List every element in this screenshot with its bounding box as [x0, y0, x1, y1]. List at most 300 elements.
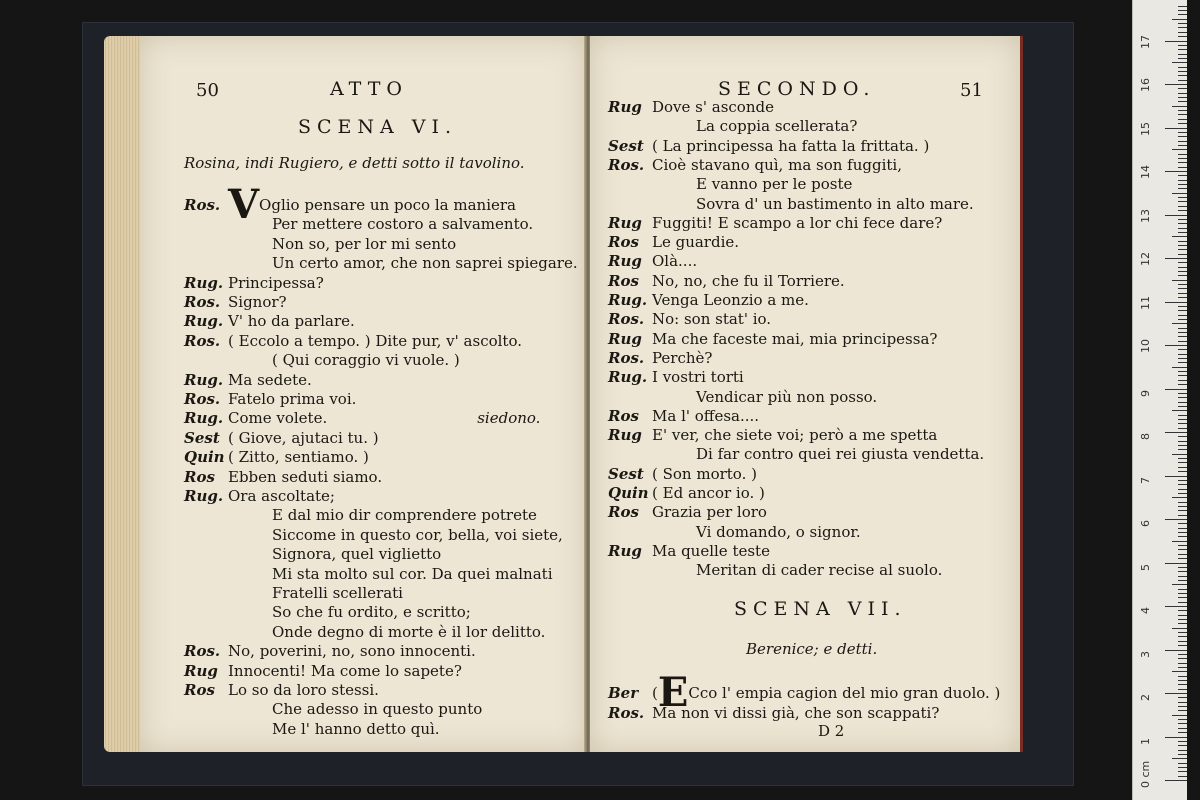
verse-text: Perchè?	[652, 348, 713, 367]
speaker-label: Ros.	[184, 331, 221, 350]
speaker-label: Quin	[608, 484, 649, 502]
scene-intro: Rosina, indi Rugiero, e detti sotto il tavolino.	[184, 154, 525, 172]
ruler-tick	[1178, 689, 1187, 690]
ruler-tick	[1178, 358, 1187, 359]
verse-text: Vi domando, o signor.	[696, 522, 861, 541]
ruler-tick	[1178, 254, 1187, 255]
ruler-tick	[1178, 310, 1187, 311]
ruler-label: 1	[1139, 737, 1152, 745]
ruler-tick	[1178, 332, 1187, 333]
verse-text: Meritan di cader recise al suolo.	[696, 561, 943, 580]
speaker-label: Ros.	[608, 155, 645, 174]
ruler-tick	[1165, 171, 1187, 172]
verse-line	[184, 409, 540, 427]
ruler-tick	[1178, 763, 1187, 764]
verse-text: No, no, che fu il Torriere.	[652, 271, 845, 290]
ruler-tick	[1178, 197, 1187, 198]
ruler-tick	[1178, 27, 1187, 28]
ruler-tick	[1178, 684, 1187, 685]
verse-line	[184, 254, 578, 272]
ruler-tick	[1165, 780, 1187, 781]
open-book	[100, 28, 1030, 760]
verse-line	[608, 272, 845, 290]
ruler-tick	[1165, 693, 1187, 694]
ruler-tick	[1178, 245, 1187, 246]
verse-line	[184, 506, 537, 524]
ruler-tick	[1178, 467, 1187, 468]
ruler-tick	[1172, 19, 1187, 20]
ruler-tick	[1178, 162, 1187, 163]
ruler-tick	[1178, 93, 1187, 94]
ruler-label: 8	[1139, 433, 1152, 440]
verse-text: Fuggiti! E scampo a lor chi fece dare?	[652, 213, 943, 232]
verse-line	[184, 584, 403, 602]
ruler-tick	[1165, 606, 1187, 607]
ruler-label: 13	[1139, 208, 1152, 223]
speaker-label: Rug	[608, 329, 642, 348]
ruler-tick	[1172, 584, 1187, 585]
ruler-tick	[1178, 697, 1187, 698]
verse-line	[184, 681, 379, 699]
ruler-tick	[1178, 589, 1187, 590]
ruler-tick	[1178, 201, 1187, 202]
speaker-label: Rug	[608, 98, 642, 116]
verse-line	[184, 235, 456, 253]
verse-line	[608, 407, 759, 425]
speaker-label: Ros.	[608, 310, 645, 329]
speaker-label: Rug.	[184, 409, 224, 428]
verse-text: Ma non vi dissi già, che son scappati?	[652, 704, 940, 722]
verse-text: Vendicar più non posso.	[696, 387, 878, 406]
left-page	[140, 36, 586, 752]
ruler-tick	[1178, 88, 1187, 89]
ruler-tick	[1178, 71, 1187, 72]
verse-text: Cioè stavano quì, ma son fuggiti,	[652, 155, 902, 174]
verse-line	[608, 561, 942, 579]
ruler-tick	[1178, 271, 1187, 272]
verse-text: Un certo amor, che non saprei spiegare.	[272, 254, 578, 273]
ruler-tick	[1178, 523, 1187, 524]
ruler-label: 4	[1139, 607, 1152, 614]
ruler-tick	[1178, 184, 1187, 185]
verse-text: La coppia scellerata?	[696, 117, 858, 136]
ruler-tick	[1178, 36, 1187, 37]
ruler-label: 5	[1139, 563, 1152, 571]
verse-line	[608, 214, 942, 232]
ruler-tick	[1178, 371, 1187, 372]
verse-text: Le guardie.	[652, 233, 740, 252]
ruler-label: 3	[1139, 650, 1152, 658]
ruler-tick	[1178, 288, 1187, 289]
ruler-label: 15	[1139, 121, 1152, 136]
ruler-tick	[1178, 10, 1187, 11]
ruler-tick	[1178, 610, 1187, 611]
ruler-tick	[1178, 423, 1187, 424]
verse-text: Sovra d' un bastimento in alto mare.	[696, 194, 974, 213]
speaker-label: Sest	[184, 428, 220, 447]
ruler-tick	[1172, 410, 1187, 411]
verse-text: Non so, per lor mi sento	[272, 234, 457, 253]
running-head: SECONDO.	[718, 78, 876, 100]
ruler-tick	[1178, 619, 1187, 620]
verse-text: ( La principessa ha fatta la frittata. )	[652, 136, 930, 155]
ruler-tick	[1178, 445, 1187, 446]
verse-text: Ma quelle teste	[652, 541, 770, 560]
speaker-label: Sest	[608, 464, 644, 483]
ruler-tick	[1165, 737, 1187, 738]
verse-line	[184, 429, 379, 447]
ruler-tick	[1178, 597, 1187, 598]
ruler-tick	[1178, 632, 1187, 633]
ruler-tick	[1178, 723, 1187, 724]
ruler-label: 7	[1139, 476, 1152, 484]
verse-text: Signora, quel viglietto	[272, 545, 442, 564]
ruler-tick	[1165, 345, 1187, 346]
verse-text: Signor?	[228, 293, 287, 311]
stage-direction: siedono.	[477, 409, 541, 428]
verse-line	[608, 465, 757, 483]
page-edges	[104, 36, 144, 752]
verse-text: Ma che faceste mai, mia principessa?	[652, 329, 938, 348]
ruler-tick	[1178, 484, 1187, 485]
ruler-tick	[1172, 62, 1187, 63]
drop-cap: E	[657, 669, 689, 716]
verse-text: Oglio pensare un poco la maniera	[259, 196, 516, 214]
ruler-tick	[1178, 384, 1187, 385]
speaker-label: Rug.	[184, 370, 224, 389]
speaker-label: Rug.	[184, 487, 224, 505]
ruler-tick	[1178, 554, 1187, 555]
verse-text: ( Zitto, sentiamo. )	[228, 448, 369, 467]
ruler-tick	[1178, 315, 1187, 316]
verse-line	[184, 274, 324, 292]
verse-text: Fatelo prima voi.	[228, 390, 357, 408]
ruler-tick	[1178, 658, 1187, 659]
ruler-tick	[1178, 676, 1187, 677]
ruler-tick	[1178, 528, 1187, 529]
verse-line	[184, 623, 545, 641]
verse-line	[608, 426, 937, 444]
verse-text: Per mettere costoro a salvamento.	[272, 215, 534, 234]
verse-line	[184, 642, 476, 660]
verse-text: E dal mio dir comprendere potrete	[272, 506, 537, 525]
ruler-tick	[1178, 180, 1187, 181]
ruler-tick	[1178, 419, 1187, 420]
drop-cap: V	[228, 181, 260, 228]
ruler-tick	[1178, 545, 1187, 546]
verse-text: Lo so da loro stessi.	[228, 681, 379, 699]
verse-line	[608, 445, 984, 463]
speaker-label: Quin	[184, 448, 225, 467]
ruler-tick	[1178, 123, 1187, 124]
speaker-label: Ros.	[184, 293, 221, 311]
ruler-tick	[1178, 580, 1187, 581]
ruler-label: 2	[1139, 694, 1152, 701]
ruler-tick	[1178, 732, 1187, 733]
verse-text: ( Eccolo a tempo. ) Dite pur, v' ascolto.	[228, 331, 522, 350]
ruler-tick	[1178, 706, 1187, 707]
ruler-tick	[1178, 375, 1187, 376]
verse-line	[184, 468, 382, 486]
ruler-tick	[1165, 389, 1187, 390]
speaker-label: Ros.	[608, 704, 645, 722]
ruler-tick	[1178, 771, 1187, 772]
ruler-tick	[1165, 563, 1187, 564]
verse-line	[184, 293, 287, 311]
verse-text: Ora ascoltate;	[228, 487, 335, 505]
verse-line	[184, 700, 482, 718]
ruler-tick	[1165, 258, 1187, 259]
verse-line	[608, 484, 765, 502]
ruler-label: 14	[1139, 165, 1152, 179]
verse-text: Ma l' offesa....	[652, 406, 760, 425]
ruler-tick	[1178, 615, 1187, 616]
verse-line	[184, 215, 533, 233]
verse-line	[184, 448, 369, 466]
ruler-tick	[1178, 362, 1187, 363]
paren-prefix: (	[652, 684, 658, 702]
ruler-tick	[1172, 628, 1187, 629]
ruler-tick	[1172, 280, 1187, 281]
verse-text: Venga Leonzio a me.	[652, 291, 809, 309]
ruler-tick	[1178, 58, 1187, 59]
verse-line	[608, 233, 739, 251]
ruler-label: 17	[1139, 34, 1152, 49]
ruler-tick	[1178, 67, 1187, 68]
ruler-tick	[1178, 114, 1187, 115]
speaker-label: Ros.	[184, 642, 221, 661]
ruler-tick	[1165, 84, 1187, 85]
speaker-label: Ros	[608, 233, 639, 252]
ruler-tick	[1178, 6, 1187, 7]
signature-mark: D 2	[818, 722, 845, 740]
ruler-label: 0 cm	[1139, 760, 1152, 788]
ruler-tick	[1178, 549, 1187, 550]
ruler-tick	[1178, 645, 1187, 646]
verse-line	[608, 137, 929, 155]
ruler-tick	[1165, 215, 1187, 216]
ruler-tick	[1178, 167, 1187, 168]
ruler-tick	[1178, 45, 1187, 46]
verse-line	[184, 603, 471, 621]
ruler-tick	[1178, 641, 1187, 642]
verse-text: Me l' hanno detto quì.	[272, 719, 440, 738]
verse-text: E vanno per le poste	[696, 175, 853, 194]
ruler-tick	[1165, 302, 1187, 303]
running-head: ATTO	[330, 78, 408, 100]
verse-text: No, poverini, no, sono innocenti.	[228, 642, 476, 661]
ruler-tick	[1178, 767, 1187, 768]
ruler-tick	[1178, 510, 1187, 511]
ruler-tick	[1178, 406, 1187, 407]
ruler-tick	[1178, 319, 1187, 320]
ruler-tick	[1178, 710, 1187, 711]
ruler-tick	[1165, 519, 1187, 520]
ruler-tick	[1178, 654, 1187, 655]
verse-line	[184, 526, 563, 544]
speaker-label: Ros	[608, 503, 639, 522]
verse-line	[608, 368, 744, 386]
ruler-label: 6	[1139, 520, 1152, 527]
speaker-label: Rug	[608, 541, 642, 560]
verse-text: Siccome in questo cor, bella, voi siete,	[272, 525, 563, 544]
ruler-tick	[1178, 502, 1187, 503]
ruler-tick	[1178, 719, 1187, 720]
speaker-label: Ros.	[184, 390, 221, 408]
verse-line	[184, 565, 553, 583]
ruler-tick	[1178, 328, 1187, 329]
verse-line	[184, 351, 460, 369]
verse-line	[184, 312, 355, 330]
ruler-tick	[1178, 380, 1187, 381]
ruler-tick	[1178, 249, 1187, 250]
verse-line	[184, 720, 440, 738]
right-page	[590, 36, 1023, 752]
ruler-tick	[1178, 449, 1187, 450]
ruler-tick	[1178, 141, 1187, 142]
ruler-tick	[1178, 306, 1187, 307]
ruler-tick	[1178, 336, 1187, 337]
ruler-tick	[1178, 558, 1187, 559]
ruler-tick	[1172, 454, 1187, 455]
ruler-label: 11	[1139, 295, 1152, 310]
speaker-label: Rug	[608, 213, 642, 232]
speaker-label: Ber	[608, 684, 639, 702]
speaker-label: Ros	[608, 406, 639, 425]
measurement-ruler	[1132, 0, 1187, 800]
ruler-tick	[1172, 367, 1187, 368]
verse-line	[608, 117, 857, 135]
verse-line	[608, 704, 939, 722]
ruler-tick	[1178, 776, 1187, 777]
ruler-tick	[1178, 636, 1187, 637]
ruler-tick	[1178, 471, 1187, 472]
ruler-tick	[1178, 293, 1187, 294]
verse-line	[184, 662, 462, 680]
verse-line	[608, 175, 852, 193]
ruler-tick	[1178, 284, 1187, 285]
verse-line	[608, 156, 902, 174]
ruler-tick	[1178, 175, 1187, 176]
verse-line	[184, 390, 356, 408]
ruler-tick	[1178, 80, 1187, 81]
ruler-tick	[1178, 667, 1187, 668]
ruler-tick	[1178, 602, 1187, 603]
ruler-tick	[1178, 436, 1187, 437]
verse-text: Cco l' empia cagion del mio gran duolo. )	[688, 684, 1001, 702]
speaker-label: Ros.	[608, 348, 645, 367]
ruler-tick	[1178, 219, 1187, 220]
ruler-tick	[1178, 97, 1187, 98]
speaker-label: Rug.	[184, 312, 224, 331]
ruler-tick	[1178, 232, 1187, 233]
verse-text: Olà....	[652, 252, 698, 271]
verse-line	[184, 332, 522, 350]
verse-text: Fratelli scellerati	[272, 584, 403, 602]
ruler-tick	[1178, 532, 1187, 533]
ruler-tick	[1178, 297, 1187, 298]
verse-text: Di far contro quei rei giusta vendetta.	[696, 445, 985, 464]
ruler-tick	[1165, 650, 1187, 651]
verse-text: Innocenti! Ma come lo sapete?	[228, 661, 462, 680]
ruler-tick	[1172, 106, 1187, 107]
verse-text: Ma sedete.	[228, 370, 312, 389]
ruler-tick	[1178, 506, 1187, 507]
speaker-label: Rug	[184, 661, 218, 680]
verse-text: No: son stat' io.	[652, 310, 772, 329]
ruler-tick	[1178, 571, 1187, 572]
ruler-tick	[1178, 23, 1187, 24]
ruler-tick	[1178, 354, 1187, 355]
ruler-tick	[1178, 275, 1187, 276]
verse-line	[184, 545, 441, 563]
verse-line	[184, 487, 335, 505]
ruler-label: 9	[1139, 389, 1152, 397]
ruler-tick	[1178, 54, 1187, 55]
speaker-label: Ros	[608, 271, 639, 290]
verse-line	[608, 291, 809, 309]
verse-text: Onde degno di morte è il lor delitto.	[272, 622, 546, 641]
verse-text: ( Giove, ajutaci tu. )	[228, 428, 379, 447]
verse-text: I vostri torti	[652, 368, 744, 387]
ruler-tick	[1178, 228, 1187, 229]
ruler-tick	[1172, 758, 1187, 759]
speaker-label: Rug.	[608, 291, 648, 309]
ruler-tick	[1178, 241, 1187, 242]
ruler-tick	[1172, 323, 1187, 324]
verse-text: Mi sta molto sul cor. Da quei malnati	[272, 564, 553, 583]
verse-line	[608, 330, 937, 348]
ruler-tick	[1178, 728, 1187, 729]
speaker-label: Rug.	[184, 273, 224, 292]
ruler-tick	[1178, 75, 1187, 76]
ruler-tick	[1178, 750, 1187, 751]
ruler-tick	[1178, 119, 1187, 120]
scene-title: SCENA VI.	[298, 116, 458, 138]
ruler-tick	[1178, 754, 1187, 755]
ruler-tick	[1178, 462, 1187, 463]
ruler-tick	[1178, 210, 1187, 211]
scene-intro: Berenice; e detti.	[746, 640, 878, 658]
speaker-label: Ros.	[184, 196, 221, 214]
verse-line	[608, 542, 770, 560]
speaker-label: Sest	[608, 136, 644, 155]
ruler-tick	[1178, 267, 1187, 268]
ruler-tick	[1178, 441, 1187, 442]
ruler-tick	[1165, 476, 1187, 477]
verse-text: ( Son morto. )	[652, 464, 757, 483]
ruler-tick	[1172, 497, 1187, 498]
speaker-label: Rug	[608, 426, 642, 445]
ruler-tick	[1165, 128, 1187, 129]
verse-line	[608, 252, 697, 270]
ruler-tick	[1172, 193, 1187, 194]
verse-text: So che fu ordito, e scritto;	[272, 603, 471, 622]
ruler-tick	[1178, 110, 1187, 111]
ruler-tick	[1178, 493, 1187, 494]
ruler-tick	[1178, 136, 1187, 137]
page-number: 50	[196, 80, 219, 101]
verse-text: E' ver, che siete voi; però a me spetta	[652, 426, 938, 445]
ruler-tick	[1178, 680, 1187, 681]
verse-line	[184, 371, 312, 389]
ruler-tick	[1178, 397, 1187, 398]
ruler-tick	[1178, 741, 1187, 742]
ruler-tick	[1178, 206, 1187, 207]
ruler-tick	[1178, 536, 1187, 537]
ruler-tick	[1178, 349, 1187, 350]
verse-line	[608, 195, 974, 213]
